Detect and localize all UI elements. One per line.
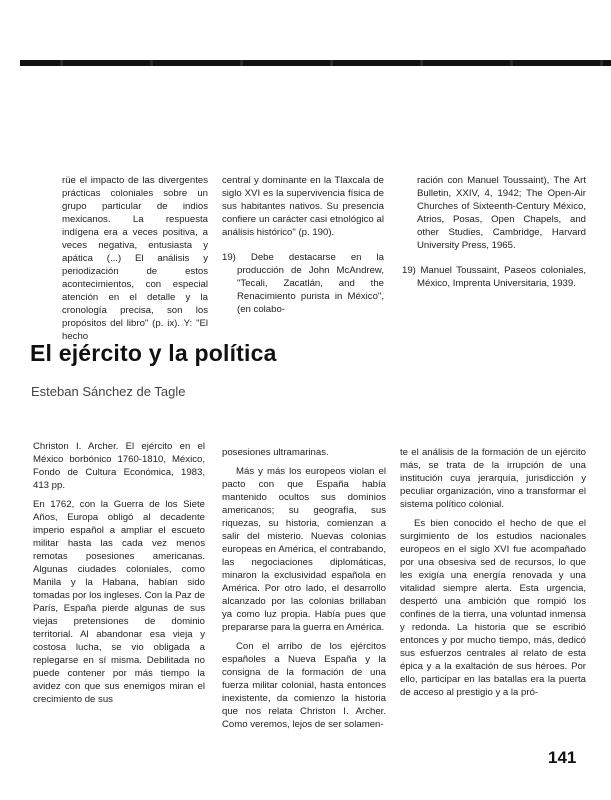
article-author: Esteban Sánchez de Tagle <box>31 384 186 399</box>
body-paragraph: Es bien conocido el hecho de que el surgimiento de los estudios nacionales europeos en el siglo XVI fue acompañado por una obsesiva sed de recursos, lo que les exigía una energía renovada y una vitalidad siempre alerta. Esta urgencia, despertó una ambición que rompió los confines de la tierra, una voluntad inmensa y redonda. La historia que se escribió entonces y por mucho tiempo, más, dedicó sus esfuerzos centrales al relato de esta épica y a la exaltación de sus héroes. Por ello, participar en las batallas era la puerta de acceso al prestigio y a la pró- <box>400 518 586 698</box>
article-column-1 <box>33 440 205 706</box>
body-paragraph: posesiones ultramarinas. <box>222 447 329 458</box>
page-number: 141 <box>548 748 577 767</box>
body-paragraph: te el análisis de la formación de un ejército más, se trata de la irrupción de una institución cuya jerarquía, jurisdicción y peculiar organización, vino a transformar el sistema político colonial. <box>400 447 586 510</box>
previous-article-column-3 <box>402 174 586 290</box>
article-title: El ejército y la política <box>30 340 277 366</box>
header-rule <box>20 60 611 66</box>
body-text: central y dominante en la Tlaxcala de siglo XVI es la supervivencia física de sus habitantes nativos. Su presencia confiere un carácter casi etnológico al análisis histórico" (p. 190). <box>222 175 384 238</box>
body-paragraph: Más y más los europeos violan el pacto con que España había mantenido ocultos sus dominios americanos; su geografía, sus riquezas, su historia, comienzan a salir del misterio. Nuevas colonias europeas en América, el contrabando, las negociaciones diplomáticas, minaron la exclusividad española en América. Por otro lado, el desarrollo alcanzado por las colonias brillaban ya como luz propia. Había pues que prepararse para la guerra en América. <box>222 466 386 633</box>
previous-article-column-2 <box>222 174 384 316</box>
footnote-19: 19) Debe destacarse en la producción de John McAndrew, "Tecali, Zacatlán, and the Renacimiento purista in México", (en colabo- <box>222 252 384 315</box>
previous-article-column-1 <box>62 174 208 343</box>
footnote-19b: 19) Manuel Toussaint, Paseos coloniales, México, Imprenta Universitaria, 1939. <box>402 265 586 289</box>
body-text: rüe el impacto de las divergentes prácticas coloniales sobre un grupo particular de indios mexicanos. La respuesta indígena era a veces positiva, a veces negativa, entusiasta y apática (...) El análisis y periodización de estos acontecimientos, con especial atención en el detalle y la cronología precisa, son los propósitos del libro" (p. ix). Y: "El hecho <box>62 175 208 342</box>
article-column-2 <box>222 446 386 731</box>
book-citation: Christon I. Archer. El ejército en el México borbónico 1760-1810, México, Fondo de Cultura Económica, 1983, 413 pp. <box>33 441 205 491</box>
article-column-3 <box>400 446 586 699</box>
body-paragraph: En 1762, con la Guerra de los Siete Años, Europa obligó al decadente imperio español a ampliar el escueto militar hasta las cada vez menos remotas posesiones americanas. Algunas ciudades coloniales, como Manila y la Habana, habían sido tomadas por los ingleses. Con la Paz de París, España pierde algunas de sus viejas pretensiones de dominio territorial. Al abandonar esa vieja y costosa lucha, se vio obligada a replegarse en sí misma. Debilitada no puede contener por más tiempo la avidez con que sus enemigos miran el crecimiento de sus <box>33 499 205 705</box>
footnote-continuation: ración con Manuel Toussaint), The Art Bulletin, XXIV, 4, 1942; The Open-Air Churches of Sixteenth-Century México, Atrios, Posas, Open Chapels, and other Studies, Cambridge, Harvard University Press, 1965. <box>417 175 586 251</box>
body-paragraph: Con el arribo de los ejércitos españoles a Nueva España y la consigna de la formación de una fuerza militar colonial, hasta entonces inexistente, da comienzo la historia que nos relata Christon I. Archer. Como veremos, lejos de ser solamen- <box>222 641 386 730</box>
